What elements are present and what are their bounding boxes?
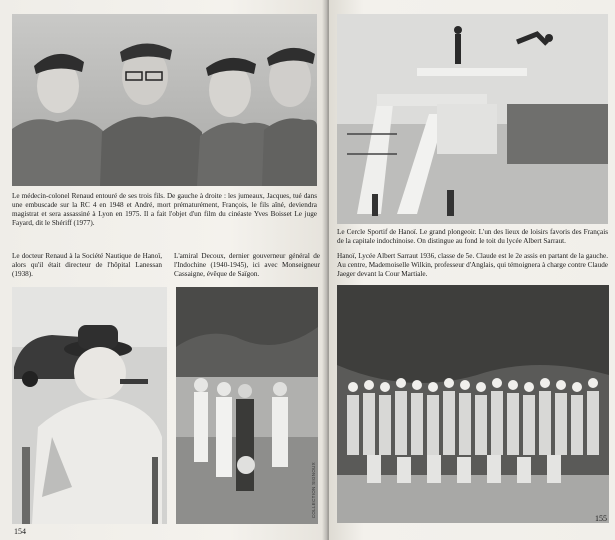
caption-admiral-decoux: L'amiral Decoux, dernier gouverneur général de l'Indochine (1940-1945), ici avec Monseigneur Cassaigne, évêque de Saïgon. bbox=[174, 252, 320, 278]
photo-doctor-with-pipe bbox=[12, 287, 167, 524]
photo-four-men-portrait bbox=[12, 14, 317, 186]
caption-class-photo: Hanoï, Lycée Albert Sarraut 1936, classe de 5e. Claude est le 2e assis en partant de la gauche. Au centre, Mademoiselle Wilkin, professeur d'Anglais, qui témoignera à charge contre Claude Jaeger devant la Cour Martiale. bbox=[337, 252, 608, 278]
page-number-right: 155 bbox=[595, 514, 607, 523]
photo-credit: COLLECTION SIGNOUX bbox=[311, 461, 316, 518]
photo-school-class bbox=[337, 285, 609, 523]
caption-four-men-portrait: Le médecin-colonel Renaud entouré de ses trois fils. De gauche à droite : les jumeaux, Jacques, tué dans une embuscade sur la RC 4 en 1948 et André, mort prématurément, François, le fils aîné, deviendra magistrat et sera assassiné à Lyon en 1975. Il a fait l'objet d'un film du cinéaste Yves Boisset Le juge Fayard, dit le Shériff (1977). bbox=[12, 192, 317, 227]
caption-doctor-renaud: Le docteur Renaud à la Société Nautique de Hanoï, alors qu'il était directeur de l'hôpital Lanessan (1938). bbox=[12, 252, 162, 278]
right-page bbox=[329, 0, 615, 540]
photo-diving-board bbox=[337, 14, 608, 224]
caption-diving-board: Le Cercle Sportif de Hanoï. Le grand plongeoir. L'un des lieux de loisirs favoris des Français de la capitale indochinoise. On distingue au fond le toit du lycée Albert Sarraut. bbox=[337, 228, 608, 245]
page-number-left: 154 bbox=[14, 527, 26, 536]
photo-admiral-decoux bbox=[176, 287, 318, 524]
